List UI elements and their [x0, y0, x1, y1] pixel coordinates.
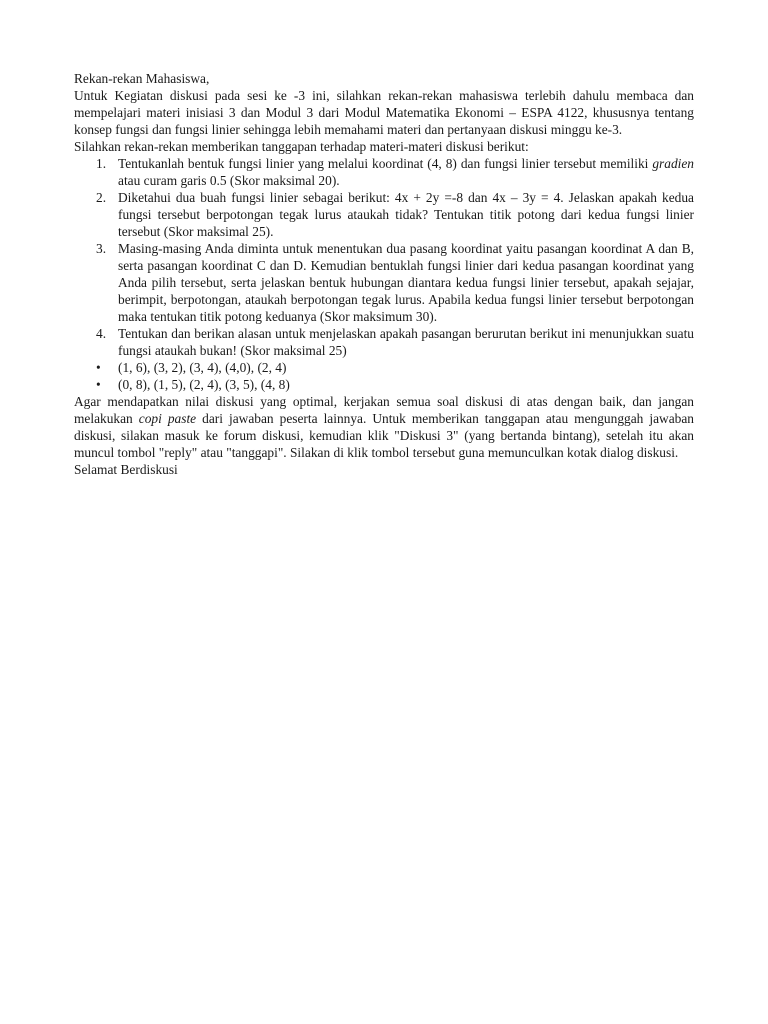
question-text: Tentukanlah bentuk fungsi linier yang melalui koordinat (4, 8) dan fungsi linier tersebut memiliki: [118, 156, 653, 171]
bullet-icon: •: [96, 377, 101, 392]
question-item: [96, 189, 694, 240]
ordered-pair-set: (1, 6), (3, 2), (3, 4), (4,0), (2, 4): [118, 360, 287, 375]
question-text: Tentukan dan berikan alasan untuk menjelaskan apakah pasangan berurutan berikut ini menunjukkan suatu fungsi ataukah bukan! (Skor maksimal 25): [118, 326, 694, 358]
intro-paragraph: Untuk Kegiatan diskusi pada sesi ke -3 ini, silahkan rekan-rekan mahasiswa terlebih dahulu membaca dan mempelajari materi inisiasi 3 dan Modul 3 dari Modul Matematika Ekonomi – ESPA 4122, khususnya tentang konsep fungsi dan fungsi linier sehingga lebih memahami materi dan pertanyaan diskusi minggu ke-3.: [74, 88, 694, 137]
question-number: 3.: [96, 241, 107, 256]
ordered-pairs-list: [74, 359, 694, 393]
instruction-line: Silahkan rekan-rekan memberikan tanggapan terhadap materi-materi diskusi berikut:: [74, 139, 529, 154]
question-text: Diketahui dua buah fungsi linier sebagai berikut: 4x + 2y =-8 dan 4x – 3y = 4. Jelaskan apakah kedua fungsi tersebut berpotongan tegak lurus ataukah tidak? Tentukan titik potong dari kedua fungsi linier tersebut (Skor maksimal 25).: [118, 190, 694, 239]
closing-paragraph: [74, 393, 694, 461]
question-number: 2.: [96, 190, 107, 205]
question-number: 1.: [96, 156, 107, 171]
question-item: [96, 240, 694, 325]
greeting: Rekan-rekan Mahasiswa,: [74, 71, 210, 86]
question-italic-term: gradien: [652, 156, 694, 171]
closing-text-end: dari jawaban peserta lainnya. Untuk memberikan tanggapan atau mengunggah jawaban diskusi, silakan masuk ke forum diskusi, kemudian klik "Diskusi 3" (yang bertanda bintang), setelah itu akan muncul tombol "reply" atau "tanggapi". Silakan di klik tombol tersebut guna memunculkan kotak dialog diskusi.: [74, 411, 694, 460]
ordered-pair-set: (0, 8), (1, 5), (2, 4), (3, 5), (4, 8): [118, 377, 290, 392]
closing-text: Agar mendapatkan nilai diskusi yang optimal, kerjakan semua soal diskusi di atas dengan baik, dan jangan melakukan: [74, 394, 694, 426]
question-number: 4.: [96, 326, 107, 341]
bullet-icon: •: [96, 360, 101, 375]
question-list: [74, 155, 694, 359]
signoff: Selamat Berdiskusi: [74, 462, 178, 477]
document-page: [74, 70, 694, 478]
list-item: [96, 359, 694, 376]
closing-italic-term: copi paste: [138, 411, 197, 426]
list-item: [96, 376, 694, 393]
question-text-end: atau curam garis 0.5 (Skor maksimal 20).: [118, 173, 340, 188]
question-text: Masing-masing Anda diminta untuk menentukan dua pasang koordinat yaitu pasangan koordinat A dan B, serta pasangan koordinat C dan D. Kemudian bentuklah fungsi linier dari kedua pasangan koordinat yang Anda pilih tersebut, serta jelaskan bentuk hubungan diantara kedua fungsi linier tersebut, apakah sejajar, berimpit, berpotongan, ataukah berpotongan tegak lurus. Apabila kedua fungsi linier tersebut berpotongan maka tentukan titik potong keduanya (Skor maksimum 30).: [118, 241, 694, 324]
question-item: [96, 325, 694, 359]
question-item: [96, 155, 694, 189]
